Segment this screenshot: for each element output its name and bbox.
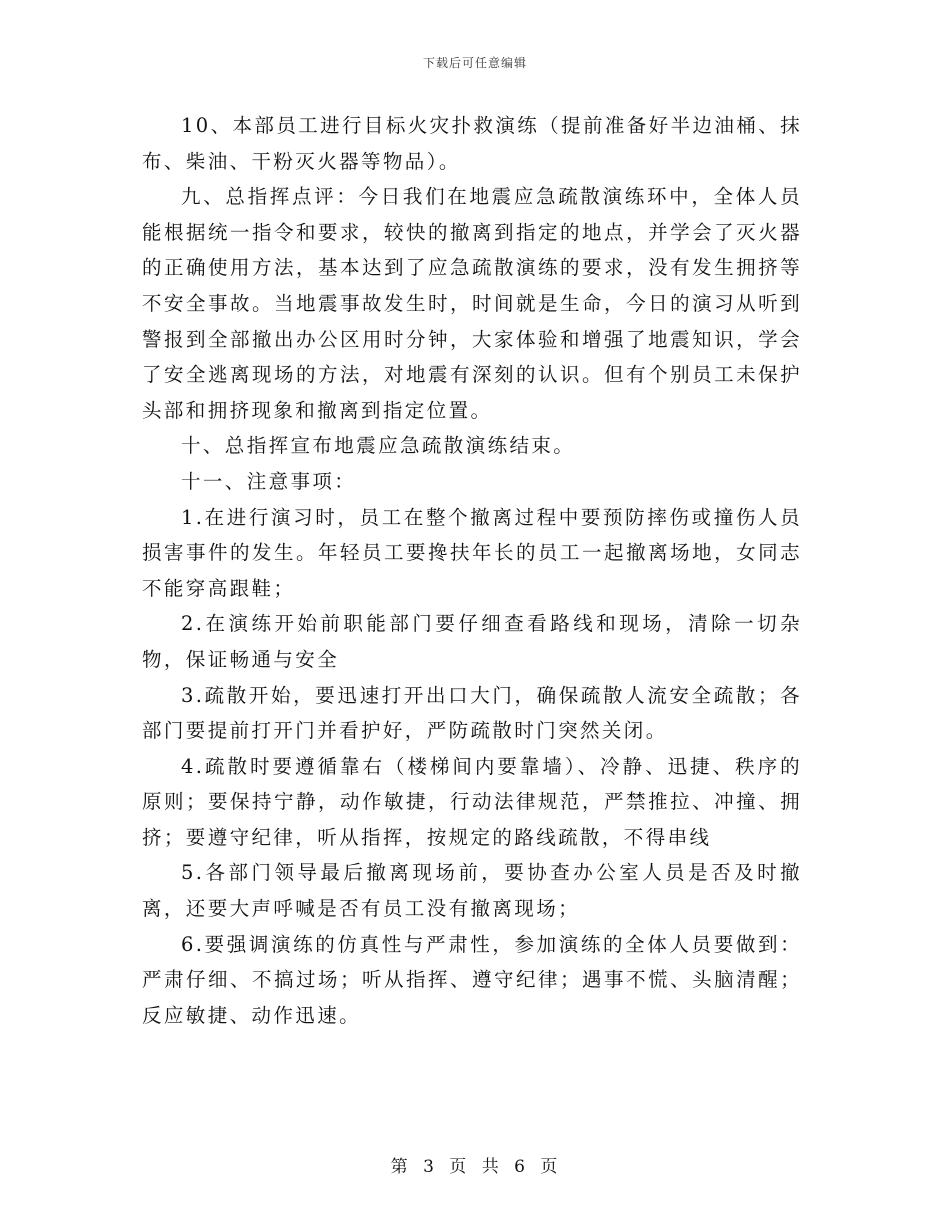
document-body	[142, 108, 802, 1033]
paragraph-note-5: 5.各部门领导最后撤离现场前，要协查办公室人员是否及时撤离，还要大声呼喊是否有员工没有撤离现场；	[142, 861, 802, 921]
paragraph-commander-review: 九、总指挥点评：今日我们在地震应急疏散演练环中，全体人员能根据统一指令和要求，较快的撤离到指定的地点，并学会了灭火器的正确使用方法，基本达到了应急疏散演练的要求，没有发生拥挤等不安全事故。当地震事故发生时，时间就是生命，今日的演习从听到警报到全部撤出办公区用时分钟，大家体验和增强了地震知识，学会了安全逃离现场的方法，对地震有深刻的认识。但有个别员工未保护头部和拥挤现象和撤离到指定位置。	[142, 185, 802, 422]
paragraph-note-1: 1.在进行演习时，员工在整个撤离过程中要预防摔伤或撞伤人员损害事件的发生。年轻员工要搀扶年长的员工一起撤离场地，女同志不能穿高跟鞋；	[142, 505, 802, 600]
paragraph-notes-heading: 十一、注意事项：	[181, 469, 357, 493]
paragraph-note-4: 4.疏散时要遵循靠右（楼梯间内要靠墙）、冷静、迅捷、秩序的原则；要保持宁静，动作敏捷，行动法律规范，严禁推拉、冲撞、拥挤；要遵守纪律，听从指挥，按规定的路线疏散，不得串线	[142, 754, 802, 849]
paragraph-note-3: 3.疏散开始，要迅速打开出口大门，确保疏散人流安全疏散；各部门要提前打开门并看护好，严防疏散时门突然关闭。	[142, 683, 802, 743]
page-header: 下载后可任意编辑	[422, 56, 527, 70]
paragraph-fire-drill: 10、本部员工进行目标火灾扑救演练（提前准备好半边油桶、抹布、柴油、干粉灭火器等物品）。	[142, 114, 802, 173]
paragraph-note-2: 2.在演练开始前职能部门要仔细查看路线和现场，清除一切杂物，保证畅通与安全	[142, 612, 802, 671]
page-number: 第 3 页 共 6 页	[390, 1157, 560, 1177]
paragraph-drill-end: 十、总指挥宣布地震应急疏散演练结束。	[181, 434, 576, 458]
paragraph-note-6: 6.要强调演练的仿真性与严肃性，参加演练的全体人员要做到：严肃仔细、不搞过场；听从指挥、遵守纪律；遇事不慌、头脑清醒；反应敏捷、动作迅速。	[142, 932, 802, 1027]
